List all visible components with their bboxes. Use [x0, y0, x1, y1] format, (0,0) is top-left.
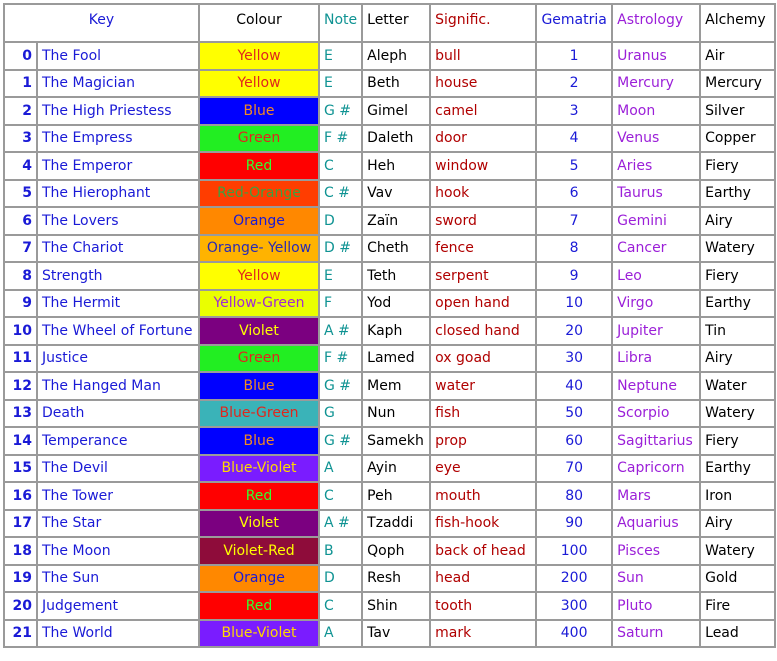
alchemy-cell: Watery — [701, 538, 774, 564]
table-row — [5, 511, 774, 537]
astrology-cell: Cancer — [613, 236, 699, 262]
key-number: 12 — [5, 373, 36, 399]
colour-cell: Blue-Violet — [200, 456, 318, 482]
table-row — [5, 236, 774, 262]
note-cell: A # — [320, 511, 361, 537]
astrology-cell: Pisces — [613, 538, 699, 564]
gematria-header: Gematria — [537, 5, 611, 41]
note-cell: G # — [320, 373, 361, 399]
astrology-cell: Gemini — [613, 208, 699, 234]
colour-cell: Red-Orange — [200, 181, 318, 207]
key-name: The Empress — [38, 126, 198, 152]
note-cell: A — [320, 621, 361, 647]
astrology-cell: Leo — [613, 263, 699, 289]
key-number: 19 — [5, 566, 36, 592]
note-cell: G # — [320, 428, 361, 454]
key-name: The High Priestess — [38, 98, 198, 124]
key-name: Strength — [38, 263, 198, 289]
letter-cell: Vav — [363, 181, 429, 207]
astrology-cell: Venus — [613, 126, 699, 152]
signific-cell: camel — [431, 98, 535, 124]
gematria-cell: 40 — [537, 373, 611, 399]
signific-cell: fish — [431, 401, 535, 427]
table-row — [5, 126, 774, 152]
colour-cell: Yellow — [200, 43, 318, 69]
note-cell: F — [320, 291, 361, 317]
letter-cell: Peh — [363, 483, 429, 509]
table-row — [5, 456, 774, 482]
key-name: The World — [38, 621, 198, 647]
key-name: The Devil — [38, 456, 198, 482]
gematria-cell: 60 — [537, 428, 611, 454]
colour-cell: Blue-Green — [200, 401, 318, 427]
key-name: The Hierophant — [38, 181, 198, 207]
signific-cell: door — [431, 126, 535, 152]
note-cell: D # — [320, 236, 361, 262]
astrology-cell: Scorpio — [613, 401, 699, 427]
astrology-cell: Taurus — [613, 181, 699, 207]
note-cell: F # — [320, 126, 361, 152]
signific-cell: sword — [431, 208, 535, 234]
key-name: The Moon — [38, 538, 198, 564]
note-cell: B — [320, 538, 361, 564]
colour-cell: Green — [200, 126, 318, 152]
letter-header: Letter — [363, 5, 429, 41]
gematria-cell: 30 — [537, 346, 611, 372]
colour-cell: Red — [200, 593, 318, 619]
letter-cell: Nun — [363, 401, 429, 427]
signific-cell: head — [431, 566, 535, 592]
key-name: The Star — [38, 511, 198, 537]
table-row — [5, 318, 774, 344]
key-number: 10 — [5, 318, 36, 344]
gematria-cell: 50 — [537, 401, 611, 427]
key-name: Judgement — [38, 593, 198, 619]
astrology-header: Astrology — [613, 5, 699, 41]
colour-cell: Orange — [200, 208, 318, 234]
letter-cell: Ayin — [363, 456, 429, 482]
signific-cell: water — [431, 373, 535, 399]
astrology-cell: Sun — [613, 566, 699, 592]
tarot-correspondence-table — [3, 3, 776, 648]
signific-cell: window — [431, 153, 535, 179]
astrology-cell: Moon — [613, 98, 699, 124]
table-row — [5, 593, 774, 619]
letter-cell: Daleth — [363, 126, 429, 152]
key-number: 13 — [5, 401, 36, 427]
astrology-cell: Pluto — [613, 593, 699, 619]
alchemy-cell: Airy — [701, 346, 774, 372]
colour-cell: Violet — [200, 511, 318, 537]
letter-cell: Resh — [363, 566, 429, 592]
alchemy-cell: Silver — [701, 98, 774, 124]
alchemy-cell: Copper — [701, 126, 774, 152]
key-header: Key — [5, 5, 198, 41]
colour-cell: Blue — [200, 373, 318, 399]
signific-cell: hook — [431, 181, 535, 207]
signific-cell: back of head — [431, 538, 535, 564]
table-row — [5, 346, 774, 372]
gematria-cell: 300 — [537, 593, 611, 619]
table-row — [5, 373, 774, 399]
key-name: Temperance — [38, 428, 198, 454]
key-number: 6 — [5, 208, 36, 234]
table-row — [5, 98, 774, 124]
note-cell: C — [320, 483, 361, 509]
key-name: The Chariot — [38, 236, 198, 262]
table-row — [5, 181, 774, 207]
alchemy-cell: Mercury — [701, 71, 774, 97]
key-number: 3 — [5, 126, 36, 152]
key-name: The Sun — [38, 566, 198, 592]
colour-cell: Blue-Violet — [200, 621, 318, 647]
alchemy-cell: Water — [701, 373, 774, 399]
table-row — [5, 43, 774, 69]
key-name: Justice — [38, 346, 198, 372]
key-name: The Lovers — [38, 208, 198, 234]
key-number: 9 — [5, 291, 36, 317]
note-cell: A — [320, 456, 361, 482]
key-number: 2 — [5, 98, 36, 124]
key-name: The Hanged Man — [38, 373, 198, 399]
gematria-cell: 9 — [537, 263, 611, 289]
colour-cell: Red — [200, 153, 318, 179]
key-number: 14 — [5, 428, 36, 454]
key-number: 5 — [5, 181, 36, 207]
table-row — [5, 566, 774, 592]
colour-cell: Yellow — [200, 71, 318, 97]
key-number: 21 — [5, 621, 36, 647]
signific-cell: serpent — [431, 263, 535, 289]
signific-header: Signific. — [431, 5, 535, 41]
letter-cell: Tzaddi — [363, 511, 429, 537]
gematria-cell: 5 — [537, 153, 611, 179]
key-number: 16 — [5, 483, 36, 509]
signific-cell: eye — [431, 456, 535, 482]
astrology-cell: Saturn — [613, 621, 699, 647]
gematria-cell: 6 — [537, 181, 611, 207]
letter-cell: Cheth — [363, 236, 429, 262]
note-cell: G — [320, 401, 361, 427]
letter-cell: Kaph — [363, 318, 429, 344]
key-number: 20 — [5, 593, 36, 619]
gematria-cell: 4 — [537, 126, 611, 152]
note-cell: D — [320, 208, 361, 234]
key-number: 17 — [5, 511, 36, 537]
letter-cell: Beth — [363, 71, 429, 97]
table-row — [5, 263, 774, 289]
key-name: The Hermit — [38, 291, 198, 317]
colour-cell: Yellow — [200, 263, 318, 289]
alchemy-cell: Earthy — [701, 181, 774, 207]
gematria-cell: 3 — [537, 98, 611, 124]
alchemy-cell: Watery — [701, 236, 774, 262]
colour-cell: Orange- Yellow — [200, 236, 318, 262]
alchemy-cell: Gold — [701, 566, 774, 592]
colour-cell: Violet — [200, 318, 318, 344]
letter-cell: Teth — [363, 263, 429, 289]
letter-cell: Shin — [363, 593, 429, 619]
header-row — [5, 5, 774, 41]
signific-cell: tooth — [431, 593, 535, 619]
alchemy-header: Alchemy — [701, 5, 774, 41]
colour-cell: Yellow-Green — [200, 291, 318, 317]
gematria-cell: 400 — [537, 621, 611, 647]
key-name: Death — [38, 401, 198, 427]
colour-cell: Red — [200, 483, 318, 509]
gematria-cell: 20 — [537, 318, 611, 344]
astrology-cell: Mars — [613, 483, 699, 509]
letter-cell: Mem — [363, 373, 429, 399]
gematria-cell: 100 — [537, 538, 611, 564]
alchemy-cell: Air — [701, 43, 774, 69]
key-name: The Wheel of Fortune — [38, 318, 198, 344]
colour-cell: Blue — [200, 428, 318, 454]
note-cell: A # — [320, 318, 361, 344]
key-number: 11 — [5, 346, 36, 372]
astrology-cell: Aquarius — [613, 511, 699, 537]
signific-cell: mouth — [431, 483, 535, 509]
colour-cell: Violet-Red — [200, 538, 318, 564]
alchemy-cell: Fire — [701, 593, 774, 619]
astrology-cell: Capricorn — [613, 456, 699, 482]
astrology-cell: Libra — [613, 346, 699, 372]
note-cell: E — [320, 71, 361, 97]
note-cell: C — [320, 593, 361, 619]
note-cell: C — [320, 153, 361, 179]
letter-cell: Qoph — [363, 538, 429, 564]
gematria-cell: 70 — [537, 456, 611, 482]
table-row — [5, 401, 774, 427]
key-name: The Emperor — [38, 153, 198, 179]
signific-cell: house — [431, 71, 535, 97]
note-cell: E — [320, 263, 361, 289]
gematria-cell: 200 — [537, 566, 611, 592]
astrology-cell: Aries — [613, 153, 699, 179]
table-row — [5, 71, 774, 97]
signific-cell: closed hand — [431, 318, 535, 344]
letter-cell: Lamed — [363, 346, 429, 372]
gematria-cell: 10 — [537, 291, 611, 317]
key-name: The Tower — [38, 483, 198, 509]
letter-cell: Gimel — [363, 98, 429, 124]
colour-cell: Blue — [200, 98, 318, 124]
alchemy-cell: Earthy — [701, 291, 774, 317]
table-row — [5, 483, 774, 509]
signific-cell: prop — [431, 428, 535, 454]
alchemy-cell: Airy — [701, 208, 774, 234]
alchemy-cell: Iron — [701, 483, 774, 509]
signific-cell: fish-hook — [431, 511, 535, 537]
alchemy-cell: Fiery — [701, 428, 774, 454]
astrology-cell: Neptune — [613, 373, 699, 399]
gematria-cell: 90 — [537, 511, 611, 537]
key-number: 18 — [5, 538, 36, 564]
astrology-cell: Virgo — [613, 291, 699, 317]
astrology-cell: Jupiter — [613, 318, 699, 344]
alchemy-cell: Fiery — [701, 153, 774, 179]
gematria-cell: 8 — [537, 236, 611, 262]
table-row — [5, 621, 774, 647]
colour-cell: Orange — [200, 566, 318, 592]
gematria-cell: 2 — [537, 71, 611, 97]
colour-header: Colour — [200, 5, 318, 41]
gematria-cell: 1 — [537, 43, 611, 69]
astrology-cell: Uranus — [613, 43, 699, 69]
alchemy-cell: Airy — [701, 511, 774, 537]
signific-cell: fence — [431, 236, 535, 262]
gematria-cell: 80 — [537, 483, 611, 509]
note-cell: D — [320, 566, 361, 592]
gematria-cell: 7 — [537, 208, 611, 234]
signific-cell: ox goad — [431, 346, 535, 372]
note-cell: C # — [320, 181, 361, 207]
key-name: The Magician — [38, 71, 198, 97]
note-cell: E — [320, 43, 361, 69]
alchemy-cell: Lead — [701, 621, 774, 647]
letter-cell: Samekh — [363, 428, 429, 454]
signific-cell: open hand — [431, 291, 535, 317]
astrology-cell: Sagittarius — [613, 428, 699, 454]
letter-cell: Zaïn — [363, 208, 429, 234]
table-row — [5, 208, 774, 234]
key-number: 0 — [5, 43, 36, 69]
note-header: Note — [320, 5, 361, 41]
astrology-cell: Mercury — [613, 71, 699, 97]
colour-cell: Green — [200, 346, 318, 372]
table-row — [5, 153, 774, 179]
alchemy-cell: Fiery — [701, 263, 774, 289]
table-row — [5, 538, 774, 564]
note-cell: G # — [320, 98, 361, 124]
letter-cell: Yod — [363, 291, 429, 317]
key-number: 4 — [5, 153, 36, 179]
key-name: The Fool — [38, 43, 198, 69]
key-number: 8 — [5, 263, 36, 289]
letter-cell: Heh — [363, 153, 429, 179]
note-cell: F # — [320, 346, 361, 372]
signific-cell: mark — [431, 621, 535, 647]
letter-cell: Aleph — [363, 43, 429, 69]
key-number: 1 — [5, 71, 36, 97]
letter-cell: Tav — [363, 621, 429, 647]
key-number: 7 — [5, 236, 36, 262]
table-row — [5, 291, 774, 317]
alchemy-cell: Tin — [701, 318, 774, 344]
alchemy-cell: Earthy — [701, 456, 774, 482]
key-number: 15 — [5, 456, 36, 482]
signific-cell: bull — [431, 43, 535, 69]
table-row — [5, 428, 774, 454]
alchemy-cell: Watery — [701, 401, 774, 427]
